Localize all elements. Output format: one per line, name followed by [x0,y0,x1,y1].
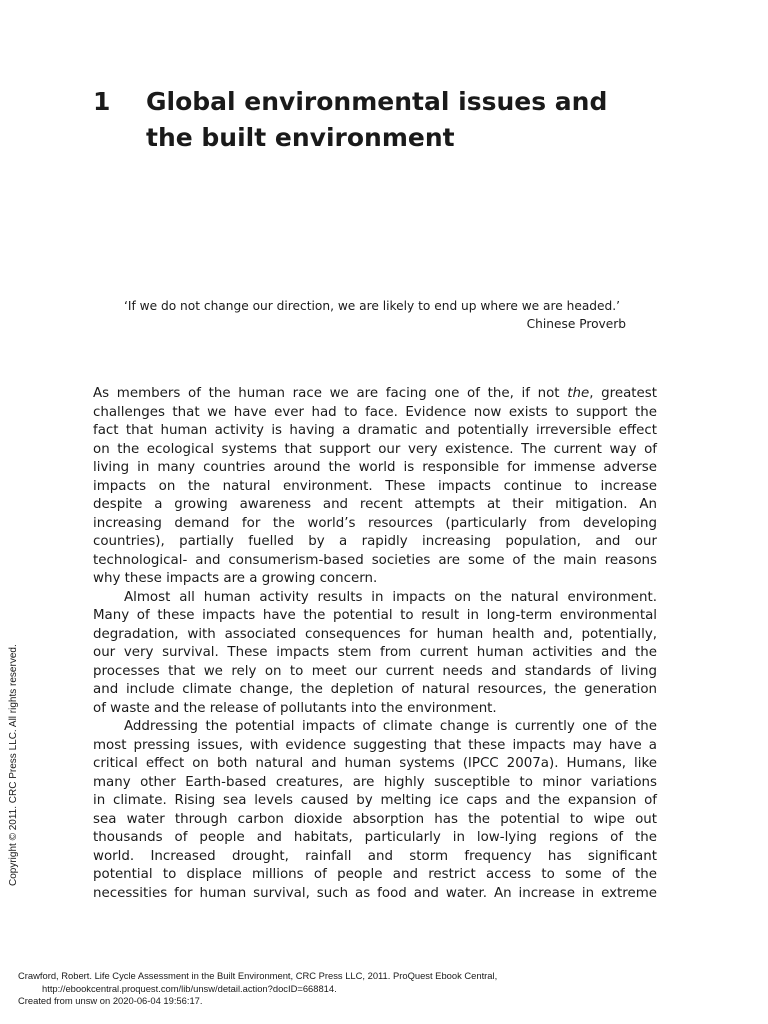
epigraph [124,297,626,333]
body-line: Almost all human activity results in impacts on the natural environment. [124,589,657,605]
body-line: living in many countries around the world is responsible for immense adverse [93,460,657,475]
body-line: Many of these impacts have the potential to result in long-term environmental [93,608,657,623]
body-line: increasing demand for the world’s resources (particularly from developing [93,515,657,531]
body-line: processes that we rely on to meet our current needs and standards of living [93,663,657,679]
body-line: potential to displace millions of people and restrict access to some of the [93,867,657,882]
epigraph-source: Chinese Proverb [526,317,626,331]
body-line: why these impacts are a growing concern. [93,571,378,586]
body-line: fact that human activity is having a dramatic and potentially irreversible effect [93,423,657,438]
body-line: on the ecological systems that support our very existence. The current way of [93,441,657,457]
footer-link[interactable]: http://ebookcentral.proquest.com/lib/unsw/detail.action?docID=668814. [42,982,337,994]
body-line: many other Earth-based creatures, are highly susceptible to minor variations [93,774,657,790]
body-line: degradation, with associated consequences for human health and, potentially, [93,626,657,642]
footer-line-3: Created from unsw on 2020-06-04 19:56:17. [18,995,203,1006]
body-line: Addressing the potential impacts of climate change is currently one of the [124,719,657,734]
chapter-number: 1 [93,87,111,116]
body-line: thousands of people and habitats, particularly in low-lying regions of the [93,830,657,845]
body-line: sea water through carbon dioxide absorption has the potential to wipe out [93,811,657,827]
body-line: our very survival. These impacts stem from current human activities and the [93,645,657,660]
side-copyright: Copyright © 2011. CRC Press LLC. All rights reserved. [8,644,19,886]
body-line: necessities for human survival, such as food and water. An increase in extreme [93,885,657,901]
body-line: technological- and consumerism-based societies are some of the main reasons [93,552,657,568]
body-line: countries), partially fuelled by a rapidly increasing population, and our [93,534,657,549]
body-line: of waste and the release of pollutants into the environment. [93,700,497,716]
body-line: world. Increased drought, rainfall and storm frequency has significant [93,848,657,864]
body-line: most pressing issues, with evidence suggesting that these impacts may have a [93,737,657,753]
chapter-title-line-1: Global environmental issues and [146,87,608,116]
footer-line-1: Crawford, Robert. Life Cycle Assessment in the Built Environment, CRC Press LLC, 2011. ProQuest Ebook Central, [18,970,498,981]
body-line: in climate. Rising sea levels caused by melting ice caps and the expansion of [93,793,657,808]
body-line: critical effect on both natural and human systems (IPCC 2007a). Humans, like [93,756,657,771]
body-line: despite a growing awareness and recent attempts at their mitigation. An [93,497,657,512]
body-line: challenges that we have ever had to face. Evidence now exists to support the [93,404,657,420]
epigraph-quote: ‘If we do not change our direction, we are likely to end up where we are headed.’ [124,299,621,313]
footer-citation [18,970,497,1008]
chapter-title-line-2: the built environment [146,123,455,152]
body-line: As members of the human race we are facing one of the, if not the, greatest [93,386,657,401]
chapter-heading [93,84,653,156]
body-text [93,385,657,903]
body-line: and include climate change, the depletion of natural resources, the generation [93,682,657,697]
body-line: impacts on the natural environment. These impacts continue to increase [93,478,657,494]
